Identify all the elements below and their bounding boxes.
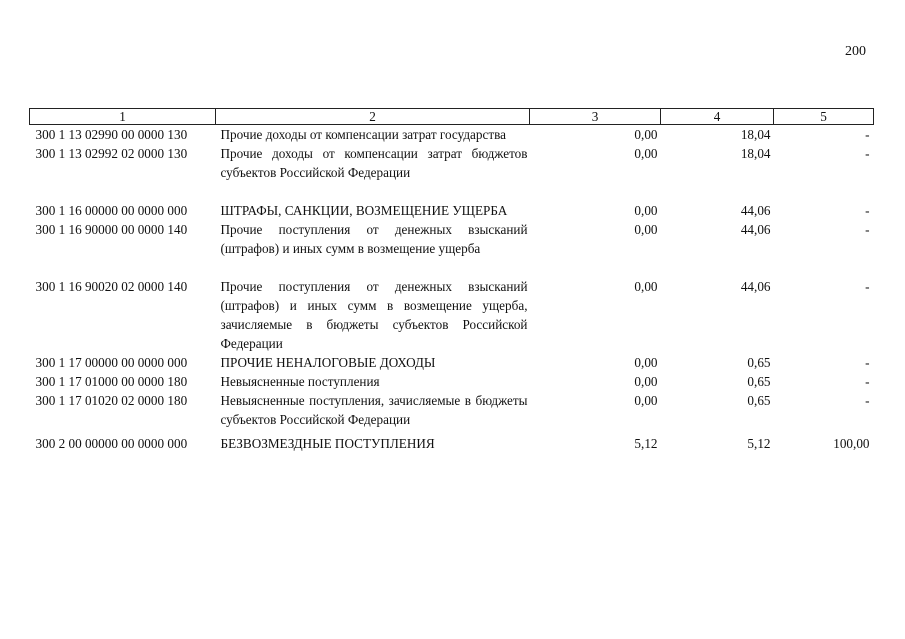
row-code: 300 1 16 90020 02 0000 140: [35, 279, 188, 294]
row-value-5: -: [865, 146, 870, 161]
row-value-3: 0,00: [634, 146, 658, 161]
table-header: [30, 109, 874, 125]
row-code: 300 1 13 02990 00 0000 130: [35, 127, 188, 142]
row-name: Невыясненные поступления, зачисляемые в бюджеты субъектов Российской Федерации: [220, 393, 528, 427]
row-value-4: 44,06: [740, 203, 771, 218]
row-value-3: 0,00: [634, 393, 658, 408]
row-code: 300 1 17 01000 00 0000 180: [35, 374, 188, 389]
row-code: 300 1 16 90000 00 0000 140: [35, 222, 188, 237]
row-value-5: -: [865, 203, 870, 218]
row-value-3: 0,00: [634, 127, 658, 142]
row-value-4: 18,04: [740, 146, 771, 161]
table-row: [30, 125, 874, 145]
table-row: [30, 144, 874, 201]
row-value-5: -: [865, 393, 870, 408]
column-header-5: 5: [774, 109, 874, 125]
row-value-5: -: [865, 127, 870, 142]
table-row: [30, 277, 874, 353]
row-value-3: 0,00: [634, 222, 658, 237]
row-value-4: 44,06: [740, 222, 771, 237]
row-value-4: 5,12: [747, 436, 771, 451]
row-code: 300 1 17 01020 02 0000 180: [35, 393, 188, 408]
page-number: 200: [845, 44, 866, 59]
row-name: ПРОЧИЕ НЕНАЛОГОВЫЕ ДОХОДЫ: [220, 355, 436, 370]
row-value-5: 100,00: [833, 436, 870, 451]
row-value-3: 0,00: [634, 203, 658, 218]
column-header-4: 4: [661, 109, 774, 125]
row-value-5: -: [865, 355, 870, 370]
row-value-3: 0,00: [634, 279, 658, 294]
row-value-4: 0,65: [747, 374, 771, 389]
row-value-5: -: [865, 279, 870, 294]
revenue-table: [29, 108, 874, 453]
row-code: 300 1 13 02992 02 0000 130: [35, 146, 188, 161]
row-code: 300 2 00 00000 00 0000 000: [35, 436, 188, 451]
row-name: Прочие доходы от компенсации затрат государства: [220, 127, 506, 142]
row-value-4: 18,04: [740, 127, 771, 142]
column-header-3: 3: [530, 109, 661, 125]
table-body: [30, 125, 874, 454]
row-value-5: -: [865, 374, 870, 389]
row-code: 300 1 16 00000 00 0000 000: [35, 203, 188, 218]
column-header-2: 2: [216, 109, 530, 125]
table-row: [30, 220, 874, 277]
row-name: Прочие доходы от компенсации затрат бюджетов субъектов Российской Федерации: [220, 146, 528, 180]
column-header-1: 1: [30, 109, 216, 125]
header-row: [30, 109, 874, 125]
table-row: [30, 372, 874, 391]
row-value-3: 0,00: [634, 355, 658, 370]
row-name: Прочие поступления от денежных взысканий (штрафов) и иных сумм в возмещение ущерба, зачисляемые в бюджеты субъектов Российской Федерации: [220, 279, 528, 351]
row-value-3: 0,00: [634, 374, 658, 389]
table-row: [30, 201, 874, 220]
row-value-4: 0,65: [747, 355, 771, 370]
row-value-4: 44,06: [740, 279, 771, 294]
row-name: ШТРАФЫ, САНКЦИИ, ВОЗМЕЩЕНИЕ УЩЕРБА: [220, 203, 508, 218]
row-value-5: -: [865, 222, 870, 237]
table-row: [30, 391, 874, 429]
table-row: [30, 353, 874, 372]
row-name: Прочие поступления от денежных взысканий (штрафов) и иных сумм в возмещение ущерба: [220, 222, 528, 256]
row-code: 300 1 17 00000 00 0000 000: [35, 355, 188, 370]
table-row: [30, 429, 874, 453]
row-value-3: 5,12: [634, 436, 658, 451]
row-name: Невыясненные поступления: [220, 374, 380, 389]
row-value-4: 0,65: [747, 393, 771, 408]
row-name: БЕЗВОЗМЕЗДНЫЕ ПОСТУПЛЕНИЯ: [220, 436, 435, 451]
